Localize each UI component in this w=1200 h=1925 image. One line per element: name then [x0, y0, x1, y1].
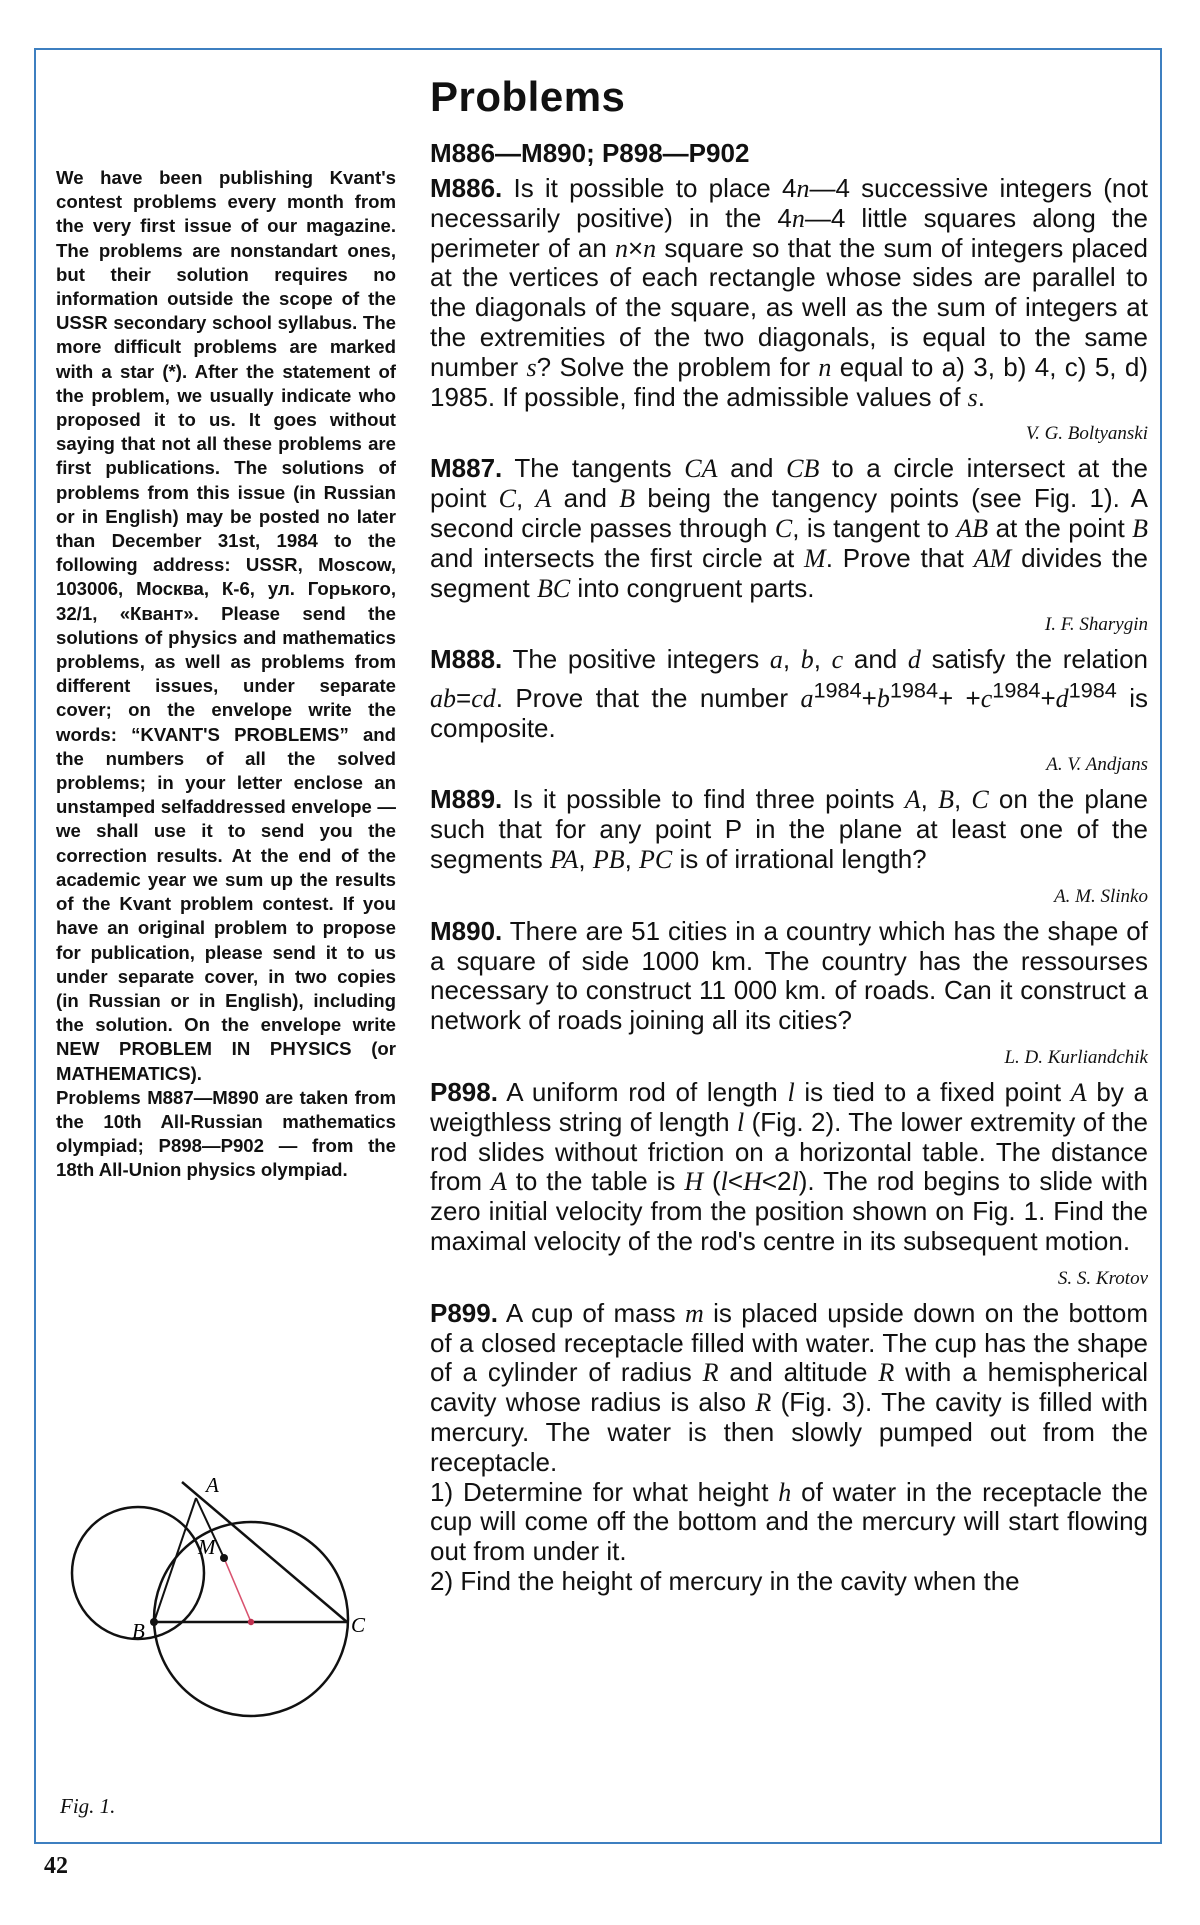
problem-text: The positive integers a, b, c and d satisfy the relation ab=cd. Prove that the number $a^{1984}+b^{1984}+ +c^{1984}+d^{1984}$ is composite.	[430, 644, 1149, 743]
main-column	[430, 70, 1148, 1597]
problem-p899	[430, 1299, 1148, 1478]
problem-author: I. F. Sharygin	[1044, 614, 1148, 636]
problem-label: P899.	[430, 1297, 498, 1328]
figure-1	[70, 1460, 370, 1730]
problem-m886	[430, 174, 1148, 412]
problem-author: S. S. Krotov	[1057, 1267, 1148, 1289]
problem-label: M889.	[430, 784, 503, 815]
problem-m890	[430, 917, 1148, 1036]
problem-label: M886.	[430, 173, 503, 203]
problem-author: A. V. Andjans	[1046, 754, 1148, 776]
label-b: B	[132, 1619, 145, 1643]
problem-label: P898.	[430, 1076, 498, 1107]
problem-label: M887.	[430, 453, 503, 484]
label-a: A	[206, 1473, 219, 1497]
midpoint-bc	[248, 1619, 254, 1625]
problem-m888	[430, 645, 1148, 743]
sidebar-intro: We have been publishing Kvant's contest problems every month from the very first issue of our magazine. The problems are nonstandart ones, but their solution requires no information outside the scope of the USSR secondary school syllabus. The more difficult problems are marked with a star (*). After the statement of the problem, we usually indicate who proposed it to us. It goes without saying that not all these problems are first publications. The solutions of problems from this issue (in Russian or in English) may be posted no later than December 31st, 1984 to the following address: USSR, Moscow, 103006, Москва, К-6, ул. Горького, 32/1, «Квант». Please send the solutions of physics and mathematics problems, as well as problems from different issues, under separate cover; on the envelope write the words: “KVANT'S PROBLEMS” and the numbers of all the solved problems; in your letter enclose an unstamped selfaddressed envelope — we shall use it to send you the correction results. At the end of the academic year we sum up the results of the Kvant problem contest. If you have an original problem to propose for publication, please send it to us under separate cover, in two copies (in Russian or in English), including the solution. On the envelope write NEW PROBLEM IN PHYSICS (or MATHEMATICS).	[56, 167, 396, 1084]
sidebar	[56, 166, 396, 1183]
problem-m887	[430, 454, 1148, 603]
problem-subitem: 1) Determine for what height h of water in the receptacle the cup will come off the bottom and the mercury will start flowing out from under it.	[430, 1476, 1148, 1567]
point-m	[220, 1554, 228, 1562]
problem-label: M888.	[430, 644, 503, 675]
problem-text: There are 51 cities in a country which has the shape of a square of side 1000 km. The country has the ressourses necessary to construct 11 000 km. of roads. Can it construct a network of roads joining all its cities?	[430, 915, 1148, 1036]
problem-subitem: 2) Find the height of mercury in the cavity when the	[430, 1565, 1020, 1596]
page-number: 42	[44, 1853, 68, 1879]
problem-author: A. M. Slinko	[1054, 885, 1148, 907]
problem-label: M890.	[430, 915, 503, 946]
segment-m-midpoint	[224, 1558, 251, 1622]
problem-m889	[430, 785, 1148, 874]
problem-text: Is it possible to place 4n—4 successive integers (not necessarily positive) in the 4n—4 little squares along the perimeter of an n×n square so that the sum of integers placed at the vertices of each rectangle whose sides are parallel to the diagonals of the square, as well as the sum of integers at the extremities of the two diagonals, is equal to the same number s? Solve the problem for n equal to a) 3, b) 4, c) 5, d) 1985. If possible, find the admissible values of s.	[430, 173, 1148, 412]
problem-range: M886—M890; P898—P902	[430, 138, 750, 168]
page-title: Problems	[430, 73, 626, 120]
chord-ab	[154, 1498, 196, 1622]
figure-caption: Fig. 1.	[60, 1794, 116, 1818]
sidebar-note: Problems M887—M890 are taken from the 10th All-Russian mathematics olympiad; P898—P902 — from the 18th All-Union physics olympiad.	[56, 1086, 396, 1181]
problem-text: A cup of mass m is placed upside down on the bottom of a closed receptacle filled with water. The cup has the shape of a cylinder of radius R and altitude R with a hemispherical cavity whose radius is also R (Fig. 3). The cavity is filled with mercury. The water is then slowly pumped out from the receptacle.	[430, 1297, 1149, 1477]
problem-author: L. D. Kurliandchik	[1004, 1046, 1148, 1068]
problem-text: A uniform rod of length l is tied to a fixed point A by a weigthless string of length l (Fig. 2). The lower extremity of the rod slides without friction on a horizontal table. The distance from A to the table is H (l<H<2l). The rod begins to slide with zero initial velocity from the position shown on Fig. 1. Find the maximal velocity of the rod's centre in its subsequent motion.	[430, 1076, 1148, 1256]
problem-text: Is it possible to find three points A, B, C on the plane such that for any point P in the plane at least one of the segments PA, PB, PC is of irrational length?	[430, 784, 1149, 874]
label-c: C	[351, 1613, 366, 1637]
label-m: M	[198, 1535, 216, 1559]
problem-text: The tangents CA and CB to a circle intersect at the point C, A and B being the tangency points (see Fig. 1). A second circle passes through C, is tangent to AB at the point B and intersects the first circle at M. Prove that AM divides the segment BC into congruent parts.	[430, 453, 1149, 603]
point-b	[150, 1618, 158, 1626]
problem-p898	[430, 1078, 1148, 1257]
problem-author: V. G. Boltyanski	[1025, 423, 1148, 445]
problem-list	[430, 174, 1148, 1597]
